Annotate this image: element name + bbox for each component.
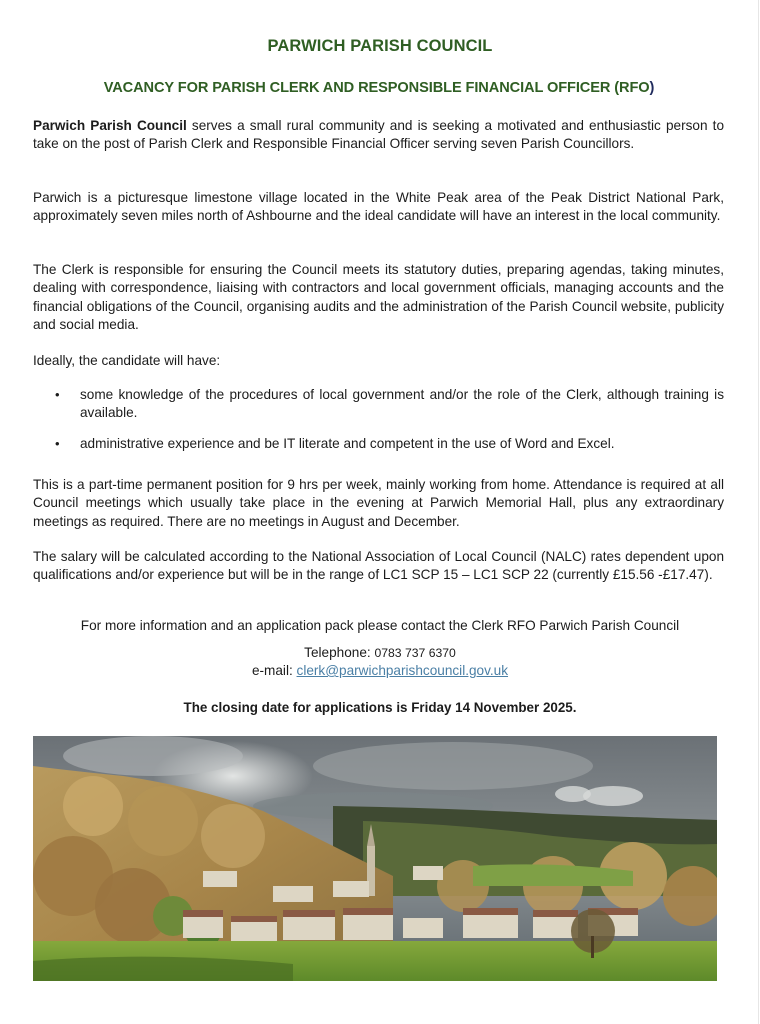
salary-paragraph: The salary will be calculated according to the National Association of Local Council (NALC) rates dependent upon qualifications and/or experience but will be in the range of LC1 SCP 15 – LC1 SCP 22 (currently £15.56 -£17.47). bbox=[33, 549, 724, 583]
requirements-list bbox=[33, 386, 724, 453]
council-name: Parwich Parish Council bbox=[33, 118, 187, 133]
email-line bbox=[0, 662, 760, 680]
village-photo bbox=[33, 736, 717, 981]
location-paragraph: Parwich is a picturesque limestone village located in the White Peak area of the Peak District National Park, approximately seven miles north of Ashbourne and the ideal candidate will have an interest in the local community. bbox=[33, 190, 724, 224]
requirement-item bbox=[33, 386, 724, 423]
duties-paragraph: The Clerk is responsible for ensuring the Council meets its statutory duties, preparing agendas, taking minutes, dealing with correspondence, liaising with contractors and local government officials, managing accounts and the financial obligations of the Council, organising audits and the administration of the Parish Council website, publicity and social media. bbox=[33, 262, 724, 332]
bullet-icon: • bbox=[55, 387, 60, 402]
bullet-icon: • bbox=[55, 435, 60, 451]
vacancy-heading-text: VACANCY FOR PARISH CLERK AND RESPONSIBLE FINANCIAL OFFICER (RFO bbox=[103, 80, 650, 96]
email-link[interactable]: clerk@parwichparishcouncil.gov.uk bbox=[296, 663, 509, 678]
hours-paragraph: This is a part-time permanent position for 9 hrs per week, mainly working from home. Attendance is required at all Council meetings which usually take place in the evening at Parwich Memorial Hall, plus any extraordinary meetings as required. There are no meetings in August and December. bbox=[33, 477, 724, 529]
closing-date: The closing date for applications is Friday 14 November 2025. bbox=[183, 700, 577, 715]
intro-text: serves a small rural community and is seeking a motivated and enthusiastic person to take on the post of Parish Clerk and Responsible Financial Officer serving seven Parish Councillors. bbox=[33, 118, 724, 152]
email-label: e-mail: bbox=[251, 663, 297, 678]
vacancy-heading bbox=[0, 80, 758, 96]
vacancy-heading-close-paren: ) bbox=[649, 80, 655, 96]
telephone-line bbox=[0, 644, 760, 662]
contact-info-line: For more information and an application pack please contact the Clerk RFO Parwich Parish Council bbox=[80, 618, 680, 633]
page-title: PARWICH PARISH COUNCIL bbox=[267, 37, 493, 55]
requirement-item bbox=[33, 435, 724, 453]
requirement-text: some knowledge of the procedures of local government and/or the role of the Clerk, although training is available. bbox=[80, 387, 724, 421]
telephone-label: Telephone: bbox=[304, 645, 375, 660]
ideal-candidate-intro: Ideally, the candidate will have: bbox=[33, 353, 221, 368]
requirement-text: administrative experience and be IT literate and competent in the use of Word and Excel. bbox=[80, 435, 615, 451]
intro-paragraph bbox=[33, 117, 724, 154]
telephone-number[interactable]: 0783 737 6370 bbox=[374, 646, 456, 660]
page-edge bbox=[758, 0, 759, 1024]
